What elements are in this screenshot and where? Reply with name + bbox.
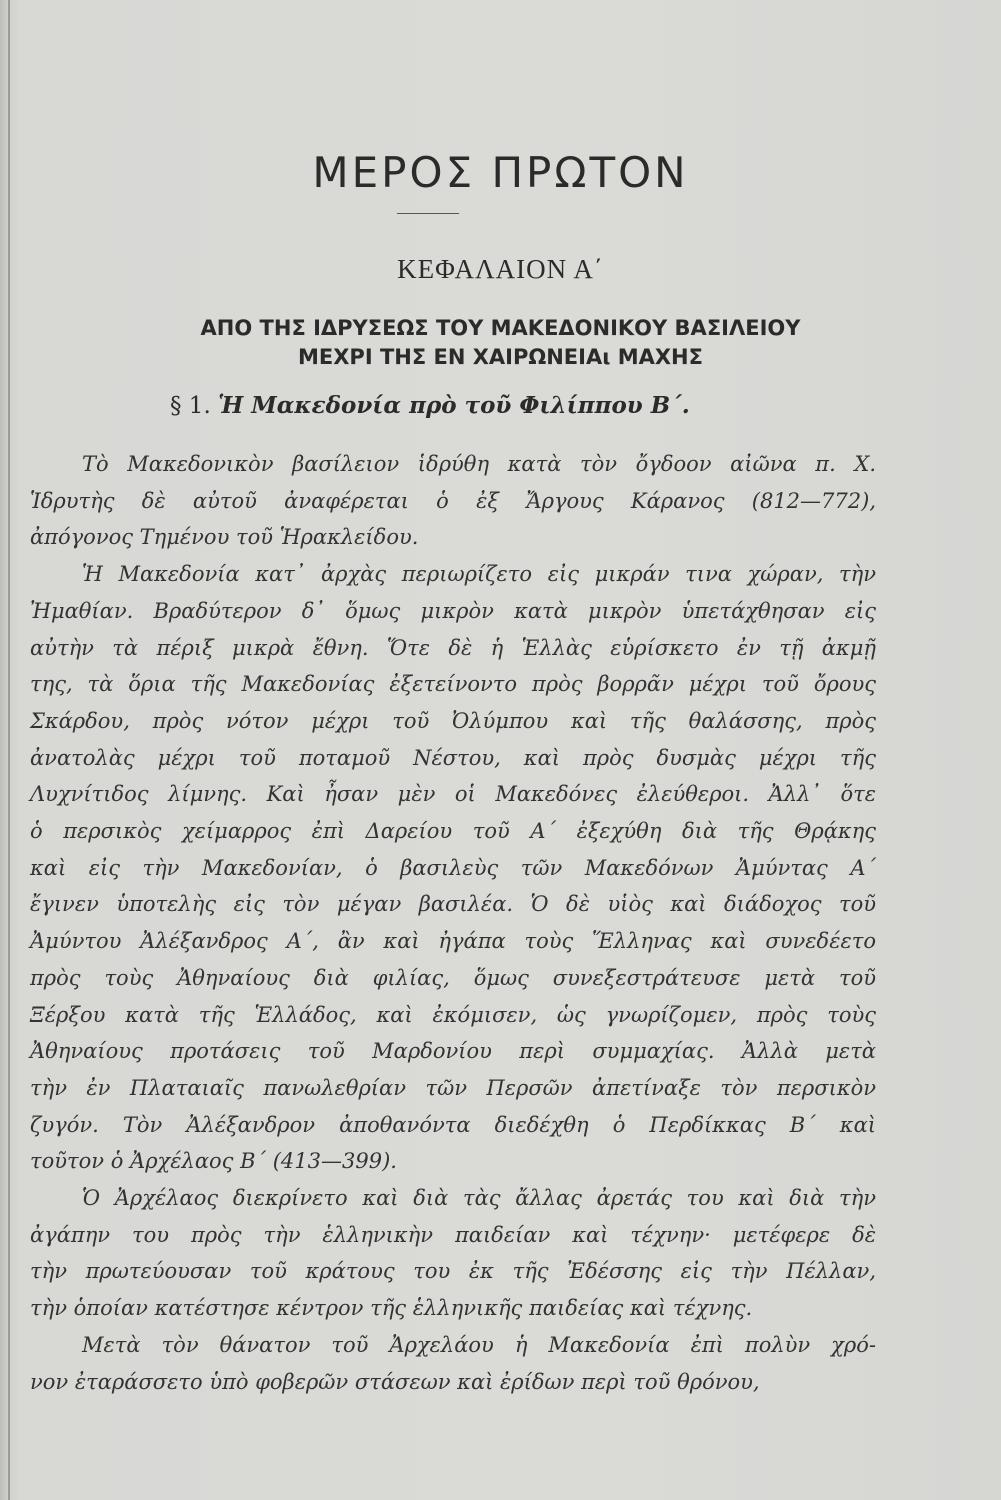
section-number: § 1. — [170, 393, 211, 419]
chapter-subtitle-line-1: ΑΠΟ ΤΗΣ ΙΔΡΥΣΕΩΣ ΤΟΥ ΜΑΚΕΔΟΝΙΚΟΥ ΒΑΣΙΛΕΙΟΥ — [200, 316, 801, 340]
section-heading — [170, 392, 690, 419]
text-line: ἔγινεν ὑποτελὴς εἰς τὸν μέγαν βασιλέα. Ὁ δὲ υἱὸς καὶ διάδοχος τοῦ — [30, 892, 876, 917]
text-line: Ξέρξου κατὰ τῆς Ἑλλάδος, καὶ ἐκόμισεν, ὡς γνωρίζομεν, πρὸς τοὺς — [30, 1002, 876, 1027]
text-line: Ἠμαθίαν. Βραδύτερον δ᾽ ὅμως μικρὸν κατὰ μικρὸν ὑπετάχθησαν εἰς — [30, 598, 876, 623]
text-line: Σκάρδου, πρὸς νότον μέχρι τοῦ Ὀλύμπου καὶ τῆς θαλάσσης, πρὸς — [30, 708, 876, 733]
text-line: τὴν ὁποίαν κατέστησε κέντρον τῆς ἑλληνικῆς παιδείας καὶ τέχνης. — [30, 1296, 753, 1321]
paragraph — [30, 1180, 876, 1327]
text-line: ἀπόγονος Τημένου τοῦ Ἡρακλείδου. — [30, 525, 419, 550]
text-line: τὴν πρωτεύουσαν τοῦ κράτους του ἐκ τῆς Ἐδέσσης εἰς τὴν Πέλλαν, — [30, 1259, 876, 1284]
paragraph — [30, 556, 876, 1180]
text-line: Ἀθηναίους προτάσεις τοῦ Μαρδονίου περὶ συμμαχίας. Ἀλλὰ μετὰ — [30, 1039, 876, 1064]
part-title: ΜΕΡΟΣ ΠΡΩΤΟΝ — [312, 148, 689, 197]
title-rule — [397, 213, 459, 214]
page-spine-edge — [8, 0, 10, 1500]
text-line: πρὸς τοὺς Ἀθηναίους διὰ φιλίας, ὅμως συνεξεστράτευσε μετὰ τοῦ — [30, 965, 876, 990]
text-line: της, τὰ ὅρια τῆς Μακεδονίας ἐξετείνοντο πρὸς βορρᾶν μέχρι τοῦ ὄρους — [30, 672, 876, 697]
chapter-heading: ΚΕΦΑΛΑΙΟΝ Α΄ — [397, 254, 604, 284]
text-line: Ὁ Ἀρχέλαος διεκρίνετο καὶ διὰ τὰς ἄλλας ἀρετάς του καὶ διὰ τὴν — [82, 1186, 876, 1211]
text-line: ἀγάπην του πρὸς τὴν ἑλληνικὴν παιδείαν καὶ τέχνην· μετέφερε δὲ — [30, 1222, 876, 1247]
text-line: αὐτὴν τὰ πέριξ μικρὰ ἔθνη. Ὅτε δὲ ἡ Ἑλλὰς εὑρίσκετο ἐν τῇ ἀκμῇ — [30, 635, 876, 660]
paragraph — [30, 1327, 876, 1400]
text-line: τὴν ἐν Πλαταιαῖς πανωλεθρίαν τῶν Περσῶν ἀπετίναξε τὸν περσικὸν — [30, 1075, 876, 1100]
body-text — [30, 446, 876, 1400]
text-line: ἀνατολὰς μέχρι τοῦ ποταμοῦ Νέστου, καὶ πρὸς δυσμὰς μέχρι τῆς — [30, 745, 876, 770]
text-line: Ἡ Μακεδονία κατ᾽ ἀρχὰς περιωρίζετο εἰς μικράν τινα χώραν, τὴν — [82, 562, 876, 587]
text-line: τοῦτον ὁ Ἀρχέλαος Β΄ (413—399). — [30, 1149, 397, 1174]
paragraph — [30, 446, 876, 556]
text-line: Ἱδρυτὴς δὲ αὐτοῦ ἀναφέρεται ὁ ἐξ Ἄργους Κάρανος (812—772), — [30, 488, 876, 513]
text-line: νον ἐταράσσετο ὑπὸ φοβερῶν στάσεων καὶ ἐρίδων περὶ τοῦ θρόνου, — [30, 1369, 760, 1394]
text-line: Μετὰ τὸν θάνατον τοῦ Ἀρχελάου ἡ Μακεδονία ἐπὶ πολὺν χρό- — [82, 1332, 876, 1357]
section-title: Ἡ Μακεδονία πρὸ τοῦ Φιλίππου Β΄. — [218, 392, 690, 419]
text-line: ὁ περσικὸς χείμαρρος ἐπὶ Δαρείου τοῦ Α΄ ἐξεχύθη διὰ τῆς Θρᾴκης — [30, 819, 876, 844]
text-line: Τὸ Μακεδονικὸν βασίλειον ἱδρύθη κατὰ τὸν ὄγδοον αἰῶνα π. Χ. — [82, 452, 876, 476]
text-line: Λυχνίτιδος λίμνης. Καὶ ἦσαν μὲν οἱ Μακεδόνες ἐλεύθεροι. Ἀλλ᾽ ὅτε — [30, 782, 876, 807]
text-line: ζυγόν. Τὸν Ἀλέξανδρον ἀποθανόντα διεδέχθη ὁ Περδίκκας Β΄ καὶ — [30, 1112, 876, 1137]
text-line: καὶ εἰς τὴν Μακεδονίαν, ὁ βασιλεὺς τῶν Μακεδόνων Ἀμύντας Α΄ — [30, 855, 876, 880]
text-line: Ἀμύντου Ἀλέξανδρος Α΄, ἂν καὶ ἠγάπα τοὺς Ἕλληνας καὶ συνεδέετο — [30, 929, 876, 954]
chapter-subtitle-line-2: ΜΕΧΡΙ ΤΗΣ ΕΝ ΧΑΙΡΩΝΕΙΑι ΜΑΧΗΣ — [298, 345, 703, 369]
